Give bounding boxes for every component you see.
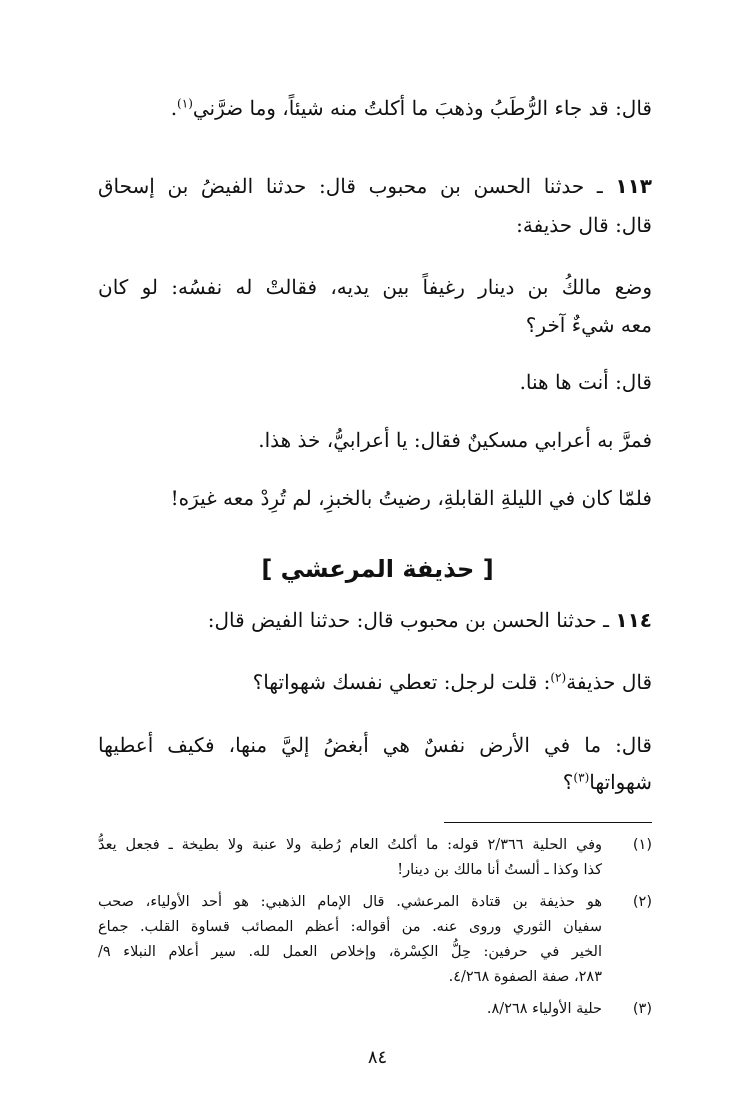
page-number: ٨٤ xyxy=(367,1047,388,1068)
footnote-mark: (١) xyxy=(632,837,652,853)
paragraph-line: ١١٣ ـ حدثنا الحسن بن محبوب قال: حدثنا الفيضُ بن إسحاق xyxy=(98,174,653,198)
footnote-ref: (٢) xyxy=(550,670,567,685)
footnote-text: هو حذيفة بن قتادة المرعشي. قال الإمام الذهبي: هو أحد الأولياء، صحب سفيان الثوري وروى عنه. من أقواله: أعظم المصائب قساوة القلب. جماع الخير في حرفين: حِلُّ الكِسْرة، وإخلاص العمل لله. سير أعلام النبلاء ٩/ ٢٨٣، صفة الصفوة ٤/٢٦٨. xyxy=(98,894,602,985)
paragraph-line: قال: ما في الأرض نفسٌ هي أبغضُ إليَّ منها، فكيف أعطيها xyxy=(98,733,652,757)
paragraph-line: وضع مالكُ بن دينار رغيفاً بين يديه، فقالتْ له نفسُه: لو كان xyxy=(98,275,652,299)
hadith-number: ١١٤ xyxy=(615,608,652,632)
footnote-mark: (٣) xyxy=(632,1001,652,1017)
paragraph-line: معه شيءٌ آخر؟ xyxy=(525,313,652,337)
section-heading: [ حذيفة المرعشي ] xyxy=(261,555,494,583)
footnote-text: وفي الحلية ٢/٣٦٦ قوله: ما أكلتُ العام رُطبة ولا عنبة ولا بطيخة ـ فجعل يعدُّ كذا وكذا ـ ألستُ أنا مالك بن دينار! xyxy=(98,837,603,878)
paragraph-line: فمرَّ به أعرابي مسكينٌ فقال: يا أعرابيُّ، خذ هذا. xyxy=(258,428,652,452)
paragraph-line: شهواتها$^{(٣)}$؟ xyxy=(562,770,652,794)
footnote xyxy=(98,890,652,990)
footnote xyxy=(98,997,652,1022)
paragraph-line: قال حذيفة$^{(٢)}$: قلت لرجل: تعطي نفسك شهواتها؟ xyxy=(252,670,652,694)
paragraph-line: قال: أنت ها هنا. xyxy=(519,370,652,394)
paragraph-line: فلمّا كان في الليلةِ القابلةِ، رضيتُ بالخبزِ، لم تُرِدْ معه غيرَه! xyxy=(170,486,652,510)
footnote-mark: (٢) xyxy=(632,894,652,910)
paragraph-line: قال: قد جاء الرُّطَبُ وذهبَ ما أكلتُ منه شيئاً، وما ضرَّني$^{(١)}$. xyxy=(170,96,652,120)
paragraph-line: ١١٤ ـ حدثنا الحسن بن محبوب قال: حدثنا الفيض قال: xyxy=(207,608,652,632)
footnote xyxy=(98,833,652,883)
footnote-text: حلية الأولياء ٨/٢٦٨. xyxy=(486,1001,602,1017)
footnote-divider xyxy=(444,822,652,823)
hadith-number: ١١٣ xyxy=(615,174,653,198)
paragraph-line: قال: قال حذيفة: xyxy=(516,213,652,237)
footnote-ref: (١) xyxy=(177,96,193,111)
footnote-ref: (٣) xyxy=(573,770,590,785)
